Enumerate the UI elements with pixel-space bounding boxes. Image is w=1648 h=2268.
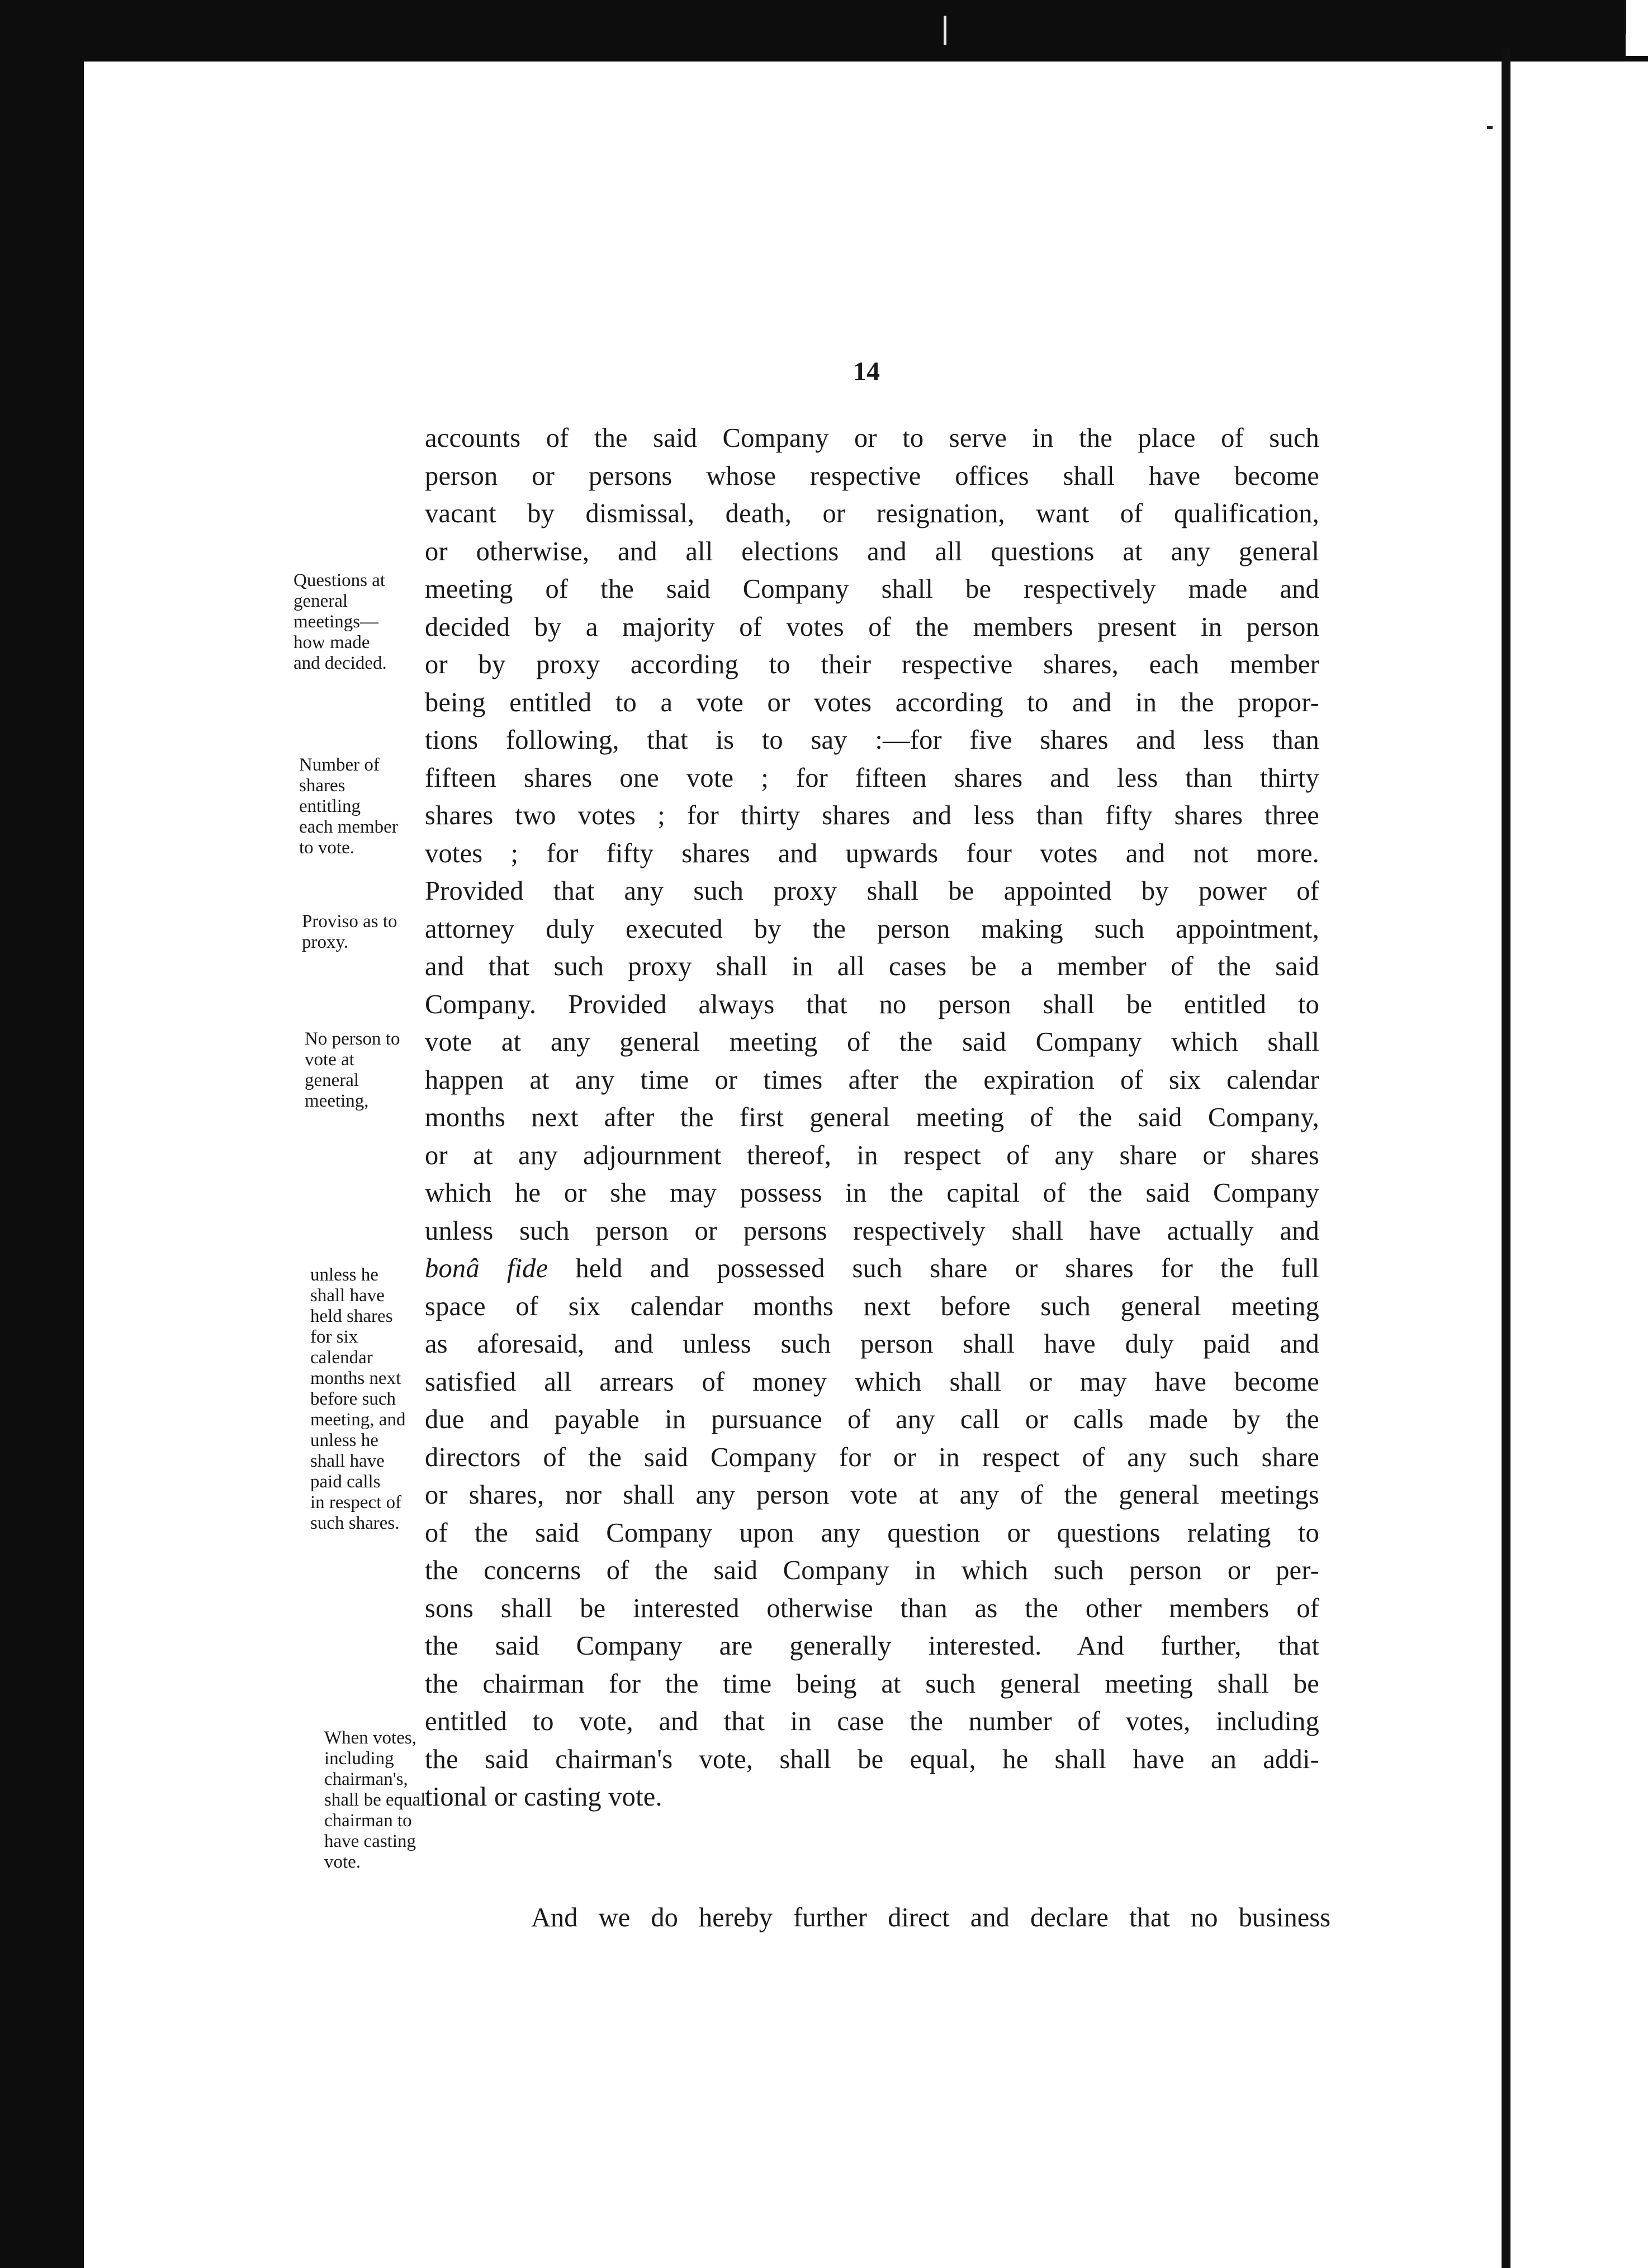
margin-note-line: unless he xyxy=(310,1430,378,1450)
body-line: directors of the said Company for or in respect of any such share xyxy=(425,1442,1319,1472)
body-line: the said chairman's vote, shall be equal, he shall have an addi- xyxy=(425,1744,1319,1774)
margin-note-line: vote. xyxy=(324,1852,361,1872)
margin-note-line: meeting, and xyxy=(310,1410,406,1430)
margin-note-line: before such xyxy=(310,1389,396,1409)
body-line-last: tional or casting vote. xyxy=(425,1782,662,1812)
body-line: accounts of the said Company or to serve in the place of such xyxy=(425,423,1319,453)
body-line: months next after the first general meeting of the said Company, xyxy=(425,1103,1319,1132)
margin-note-line: unless he xyxy=(310,1265,378,1285)
body-line: being entitled to a vote or votes according to and in the propor- xyxy=(425,687,1319,717)
body-line-bona-fide xyxy=(425,1250,1319,1288)
body-line: satisfied all arrears of money which shall or may have become xyxy=(425,1367,1319,1397)
margin-note-line: calendar xyxy=(310,1348,373,1368)
scan-left-border xyxy=(0,0,84,2268)
margin-note-line: entitling xyxy=(299,796,361,816)
margin-note-line: paid calls xyxy=(310,1472,381,1492)
body-line: or at any adjournment thereof, in respect of any share or shares xyxy=(425,1140,1319,1170)
page-edge-rule xyxy=(1502,48,1510,2268)
margin-note-line: general xyxy=(293,591,348,611)
body-line: or by proxy according to their respective shares, each member xyxy=(425,650,1319,679)
body-line: or shares, nor shall any person vote at any of the general meetings xyxy=(425,1480,1319,1510)
margin-note-line: shall have xyxy=(310,1451,385,1471)
body-line: and that such proxy shall in all cases be a member of the said xyxy=(425,952,1319,981)
margin-note-line: chairman's, xyxy=(324,1769,408,1789)
body-line: decided by a majority of votes of the members present in person xyxy=(425,612,1319,642)
margin-note-questions xyxy=(293,570,387,674)
italic-bona-fide: bonâ fide xyxy=(425,1254,548,1283)
body-line: votes ; for fifty shares and upwards four votes and not more. xyxy=(425,838,1319,868)
body-line: meeting of the said Company shall be respectively made and xyxy=(425,574,1319,604)
margin-note-line: general xyxy=(305,1070,359,1090)
body-line: Company. Provided always that no person shall be entitled to xyxy=(425,989,1319,1019)
margin-note-line: Number of xyxy=(299,755,380,775)
body-line: sons shall be interested otherwise than as the other members of xyxy=(425,1593,1319,1623)
body-line: person or persons whose respective offices shall have become xyxy=(425,461,1319,491)
margin-note-when-votes xyxy=(324,1728,425,1873)
body-line: vacant by dismissal, death, or resignation, want of qualification, xyxy=(425,499,1319,528)
margin-note-line: such shares. xyxy=(310,1513,400,1533)
margin-note-no-person xyxy=(305,1029,400,1112)
body-line: due and payable in pursuance of any call or calls made by the xyxy=(425,1405,1319,1434)
margin-note-line: including xyxy=(324,1749,394,1769)
body-line: entitled to vote, and that in case the number of votes, including xyxy=(425,1707,1319,1736)
margin-note-line: When votes, xyxy=(324,1728,416,1748)
body-line: fifteen shares one vote ; for fifteen shares and less than thirty xyxy=(425,763,1319,793)
margin-note-line: shares xyxy=(299,776,345,796)
body-paragraph xyxy=(425,419,1319,1816)
body-line: as aforesaid, and unless such person shall have duly paid and xyxy=(425,1329,1319,1359)
margin-note-unless-he xyxy=(310,1265,405,1534)
body-line: of the said Company upon any question or questions relating to xyxy=(425,1518,1319,1548)
page-number: 14 xyxy=(853,357,880,386)
body-line: attorney duly executed by the person making such appointment, xyxy=(425,914,1319,944)
body-line: tions following, that is to say :—for five shares and less than xyxy=(425,725,1319,755)
scan-top-right-gap xyxy=(1626,0,1648,56)
margin-note-line: how made xyxy=(293,632,370,653)
margin-note-line: for six xyxy=(310,1327,358,1347)
body-line: the said Company are generally interested. And further, that xyxy=(425,1631,1319,1661)
margin-note-line: chairman to xyxy=(324,1811,412,1831)
body-line: unless such person or persons respectively shall have actually and xyxy=(425,1216,1319,1246)
margin-note-line: in respect of xyxy=(310,1492,402,1513)
body-line: happen at any time or times after the expiration of six calendar xyxy=(425,1065,1319,1095)
margin-note-line: to vote. xyxy=(299,838,354,858)
body-line: Provided that any such proxy shall be appointed by power of xyxy=(425,876,1319,906)
body-line: or otherwise, and all elections and all questions at any general xyxy=(425,536,1319,566)
body-line-rest: held and possessed such share or shares for the full xyxy=(575,1254,1320,1283)
margin-note-line: Proviso as to xyxy=(302,911,397,932)
margin-note-line: months next xyxy=(310,1368,401,1388)
scan-top-right-line xyxy=(1624,0,1626,34)
margin-note-line: and decided. xyxy=(293,653,387,673)
body-line: shares two votes ; for thirty shares and less than fifty shares three xyxy=(425,801,1319,830)
margin-note-line: held shares xyxy=(310,1306,393,1326)
scan-tick-mark xyxy=(944,16,946,45)
margin-note-line: meetings— xyxy=(293,612,379,632)
body-line: vote at any general meeting of the said Company which shall xyxy=(425,1027,1319,1057)
closing-paragraph-start: And we do hereby further direct and declare that no business xyxy=(531,1903,1330,1932)
body-line: the concerns of the said Company in which such person or per- xyxy=(425,1556,1319,1585)
margin-note-line: have casting xyxy=(324,1831,416,1851)
margin-note-line: proxy. xyxy=(302,932,349,952)
margin-note-line: vote at xyxy=(305,1050,354,1070)
margin-note-line: each member xyxy=(299,817,398,837)
margin-note-line: shall have xyxy=(310,1286,385,1306)
body-line: the chairman for the time being at such general meeting shall be xyxy=(425,1669,1319,1699)
margin-note-line: Questions at xyxy=(293,570,386,590)
margin-note-line: No person to xyxy=(305,1029,400,1049)
body-line: which he or she may possess in the capital of the said Company xyxy=(425,1178,1319,1208)
margin-note-line: shall be equal xyxy=(324,1790,426,1810)
body-line: space of six calendar months next before such general meeting xyxy=(425,1291,1319,1321)
margin-note-line: meeting, xyxy=(305,1091,369,1111)
margin-note-number-of-shares xyxy=(299,755,398,858)
edge-mark xyxy=(1487,126,1493,129)
margin-note-proviso xyxy=(302,911,397,953)
scan-top-border xyxy=(0,0,1648,62)
